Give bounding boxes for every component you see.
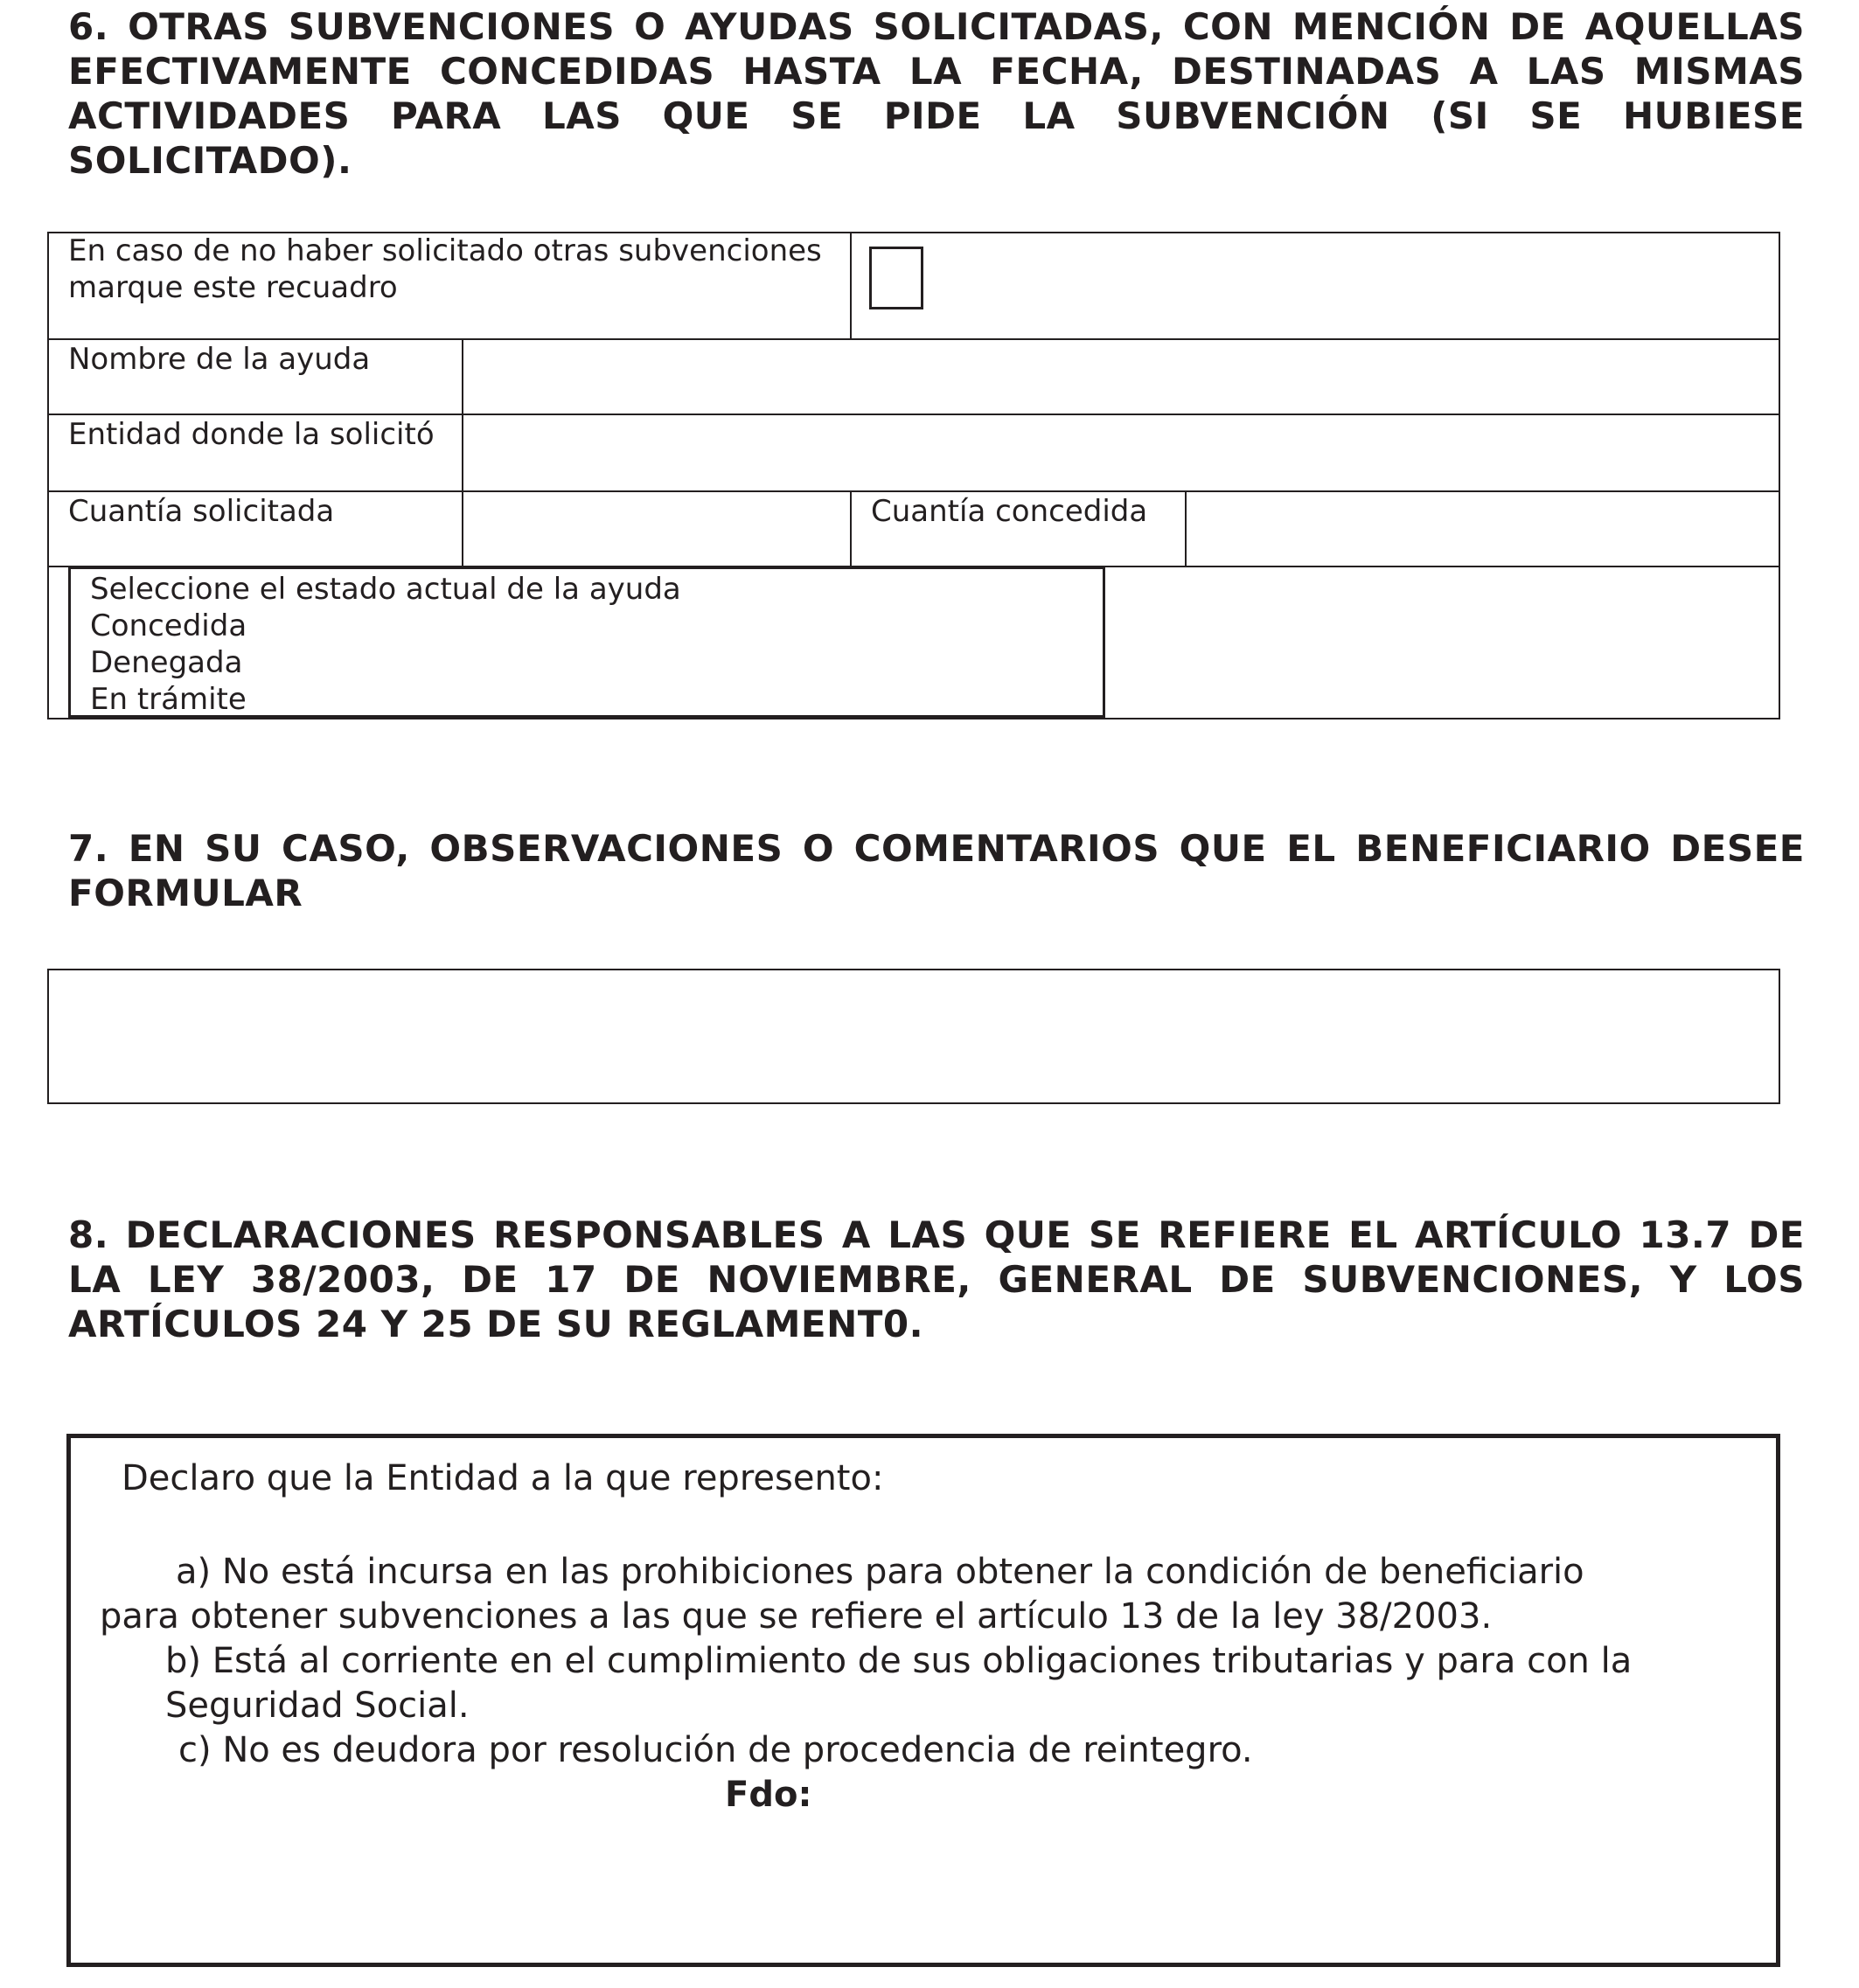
table-left-border — [47, 232, 49, 719]
section-7-heading: 7. EN SU CASO, OBSERVACIONES O COMENTARIOS QUE EL BENEFICIARIO DESEE FORMULAR — [68, 827, 1805, 914]
granted-amount-label: Cuantía concedida — [871, 494, 1148, 529]
granted-amount-field[interactable] — [1187, 493, 1778, 565]
requested-amount-field[interactable] — [464, 493, 849, 565]
requested-amount-label: Cuantía solicitada — [68, 494, 335, 529]
no-other-grants-checkbox[interactable] — [869, 247, 923, 309]
declaration-item-b-line2: Seguridad Social. — [165, 1686, 470, 1726]
declaration-item-b-line1: b) Está al corriente en el cumplimiento de sus obligaciones tributarias y para con la — [165, 1641, 1633, 1681]
no-other-grants-label-line1: En caso de no haber solicitado otras subvenciones — [68, 233, 822, 268]
entity-field[interactable] — [464, 416, 1778, 490]
table-bottom-border — [47, 718, 1780, 719]
grant-status-option-denied[interactable]: Denegada — [90, 645, 243, 680]
section-8-heading: 8. DECLARACIONES RESPONSABLES A LAS QUE SE REFIERE EL ARTÍCULO 13.7 DE LA LEY 38/2003, DE 17 DE NOVIEMBRE, GENERAL DE SUBVENCIONES, Y LOS ARTÍCULOS 24 Y 25 DE SU REGLAMENT0. — [68, 1213, 1805, 1345]
table-row-divider — [47, 414, 1780, 415]
grant-status-option-granted[interactable]: Concedida — [90, 608, 247, 643]
declaration-intro: Declaro que la Entidad a la que represento: — [122, 1458, 884, 1498]
no-other-grants-label-line2: marque este recuadro — [68, 270, 398, 305]
grant-status-select[interactable] — [68, 567, 1105, 718]
signature-area[interactable] — [97, 1827, 1750, 1958]
declaration-box — [66, 1434, 1780, 1967]
declaration-item-c: c) No es deudora por resolución de procedencia de reintegro. — [178, 1730, 1253, 1770]
signature-label: Fdo: — [725, 1775, 812, 1815]
section-6-heading: 6. OTRAS SUBVENCIONES O AYUDAS SOLICITADAS, CON MENCIÓN DE AQUELLAS EFECTIVAMENTE CONCEDIDAS HASTA LA FECHA, DESTINADAS A LAS MISMAS ACTIVIDADES PARA LAS QUE SE PIDE LA SUBVENCIÓN (SI SE HUBIESE SOLICITADO). — [68, 5, 1805, 182]
entity-label: Entidad donde la solicitó — [68, 417, 435, 452]
table-row-divider — [47, 490, 1780, 492]
declaration-item-a-line1: a) No está incursa en las prohibiciones para obtener la condición de beneficiario — [176, 1552, 1584, 1592]
table-col-divider — [850, 232, 852, 339]
table-row-divider — [47, 338, 1780, 340]
grant-status-option-pending[interactable]: En trámite — [90, 682, 247, 717]
table-right-border — [1779, 232, 1780, 719]
comments-textarea[interactable] — [47, 969, 1780, 1104]
table-col-divider — [462, 338, 463, 567]
table-col-divider — [1185, 490, 1187, 567]
table-col-divider — [850, 490, 852, 567]
grant-name-field[interactable] — [464, 341, 1778, 413]
grant-status-prompt: Seleccione el estado actual de la ayuda — [90, 572, 681, 607]
declaration-item-a-line2: para obtener subvenciones a las que se refiere el artículo 13 de la ley 38/2003. — [100, 1596, 1493, 1637]
grant-name-label: Nombre de la ayuda — [68, 342, 371, 377]
